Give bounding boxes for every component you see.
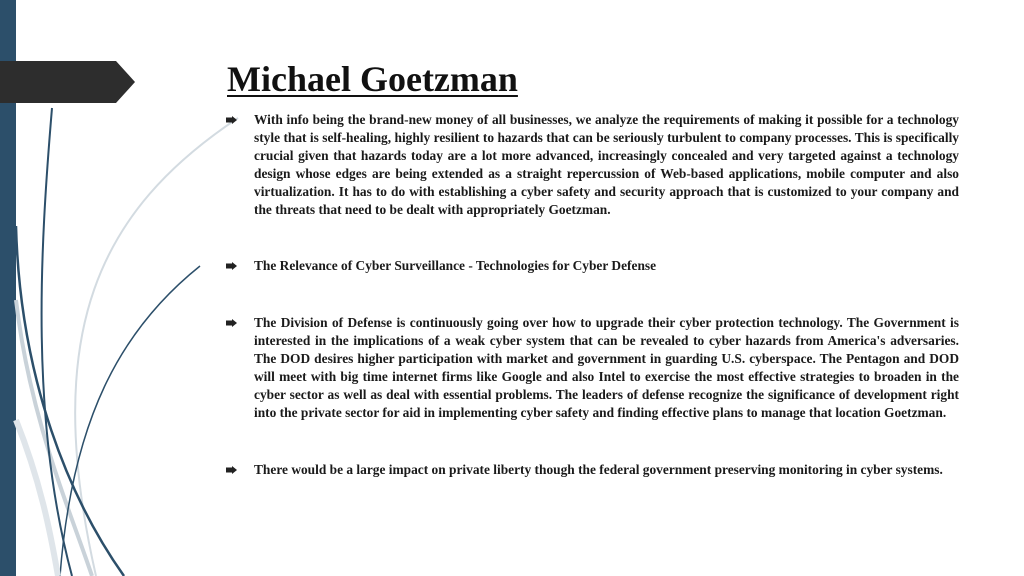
light-curve-1 <box>75 118 238 576</box>
bullet-text: There would be a large impact on private liberty though the federal government preserving monitoring in cyber systems. <box>254 461 943 477</box>
arrow-bullet-icon <box>226 466 237 474</box>
light-curve-3 <box>16 420 58 576</box>
bullet-list <box>226 111 959 518</box>
list-item <box>226 461 959 479</box>
list-item <box>226 111 959 218</box>
arrow-bullet-icon <box>226 319 237 327</box>
list-item <box>226 257 959 275</box>
list-item <box>226 314 959 421</box>
bullet-text: The Relevance of Cyber Surveillance - Technologies for Cyber Defense <box>254 258 657 274</box>
dark-curve-3 <box>60 266 200 576</box>
dark-tab-arrow-icon <box>0 61 135 103</box>
bullet-text: The Division of Defense is continuously going over how to upgrade their cyber protection technology. The Government is interested in the implications of a weak cyber system that can be revealed to cyber hazards from America's adversaries. The DOD desires higher participation with market and government in guarding U.S. cyberspace. The Pentagon and DOD will meet with big time internet firms like Google and also Intel to exercise the most effective strategies to broaden in the cyber sector as well as deal with essential problems. The leaders of defense recognize the significance of development right into the private sector for aid in implementing cyber safety and finding effective plans to manage that location Goetzman. <box>254 315 959 420</box>
arrow-bullet-icon <box>226 262 237 270</box>
page-title: Michael Goetzman <box>227 59 518 99</box>
arrow-bullet-icon <box>226 116 237 124</box>
bullet-text: With info being the brand-new money of all businesses, we analyze the requirements of making it possible for a technology style that is self-healing, highly resilient to hazards that can be seriously turbulent to company processes. This is specifically crucial given that hazards today are a lot more advanced, increasingly concealed and very targeted against a technology design whose edges are being extended as a straight repercussion of Web-based applications, mobile computer and also virtualization. It has to do with establishing a cyber safety and security approach that is customized to your company and the threats that need to be dealt with appropriately Goetzman. <box>254 112 959 217</box>
dark-curve-2 <box>16 226 124 576</box>
